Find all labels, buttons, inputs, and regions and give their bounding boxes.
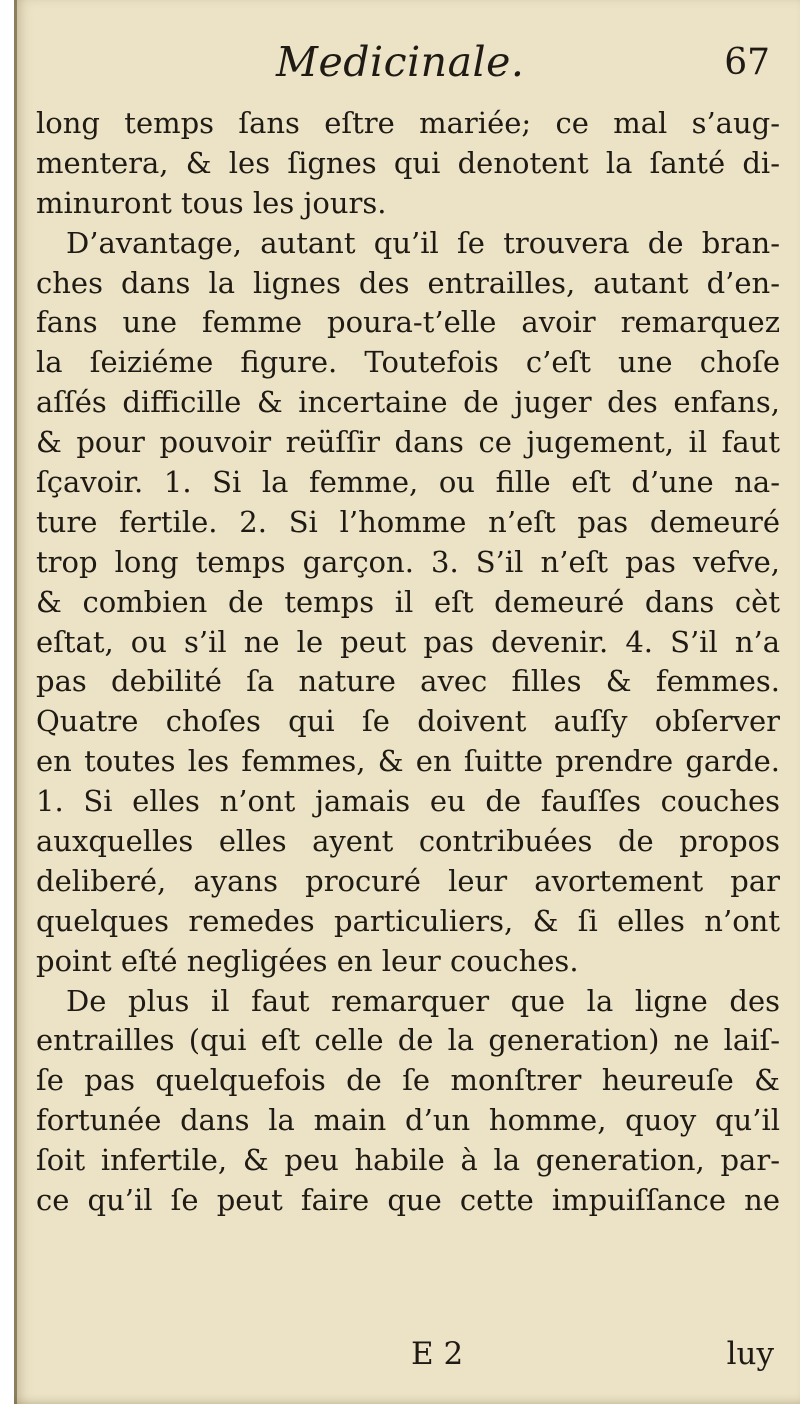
text-line: 1. Si elles n’ont jamais eu de fauſſes couches bbox=[36, 784, 780, 819]
text-line: ce qu’il ſe peut faire que cette impuiſſance ne bbox=[36, 1183, 780, 1218]
page-header bbox=[14, 38, 800, 94]
running-title: Medicinale. bbox=[276, 38, 525, 86]
text-line: & pour pouvoir reüſſir dans ce jugement, il faut bbox=[36, 425, 780, 460]
text-line: ſe pas quelquefois de ſe monſtrer heureuſe & bbox=[36, 1063, 780, 1098]
text-line: minuront tous les jours. bbox=[36, 185, 387, 220]
text-line: eſtat, ou s’il ne le peut pas devenir. 4. S’il n’a bbox=[36, 624, 780, 659]
text-line: trop long temps garçon. 3. S’il n’eſt pas vefve, bbox=[36, 544, 780, 579]
text-line: quelques remedes particuliers, & ſi elles n’ont bbox=[36, 903, 780, 938]
text-line: entrailles (qui eſt celle de la generation) ne laiſ- bbox=[36, 1023, 780, 1058]
text-line: en toutes les femmes, & en ſuitte prendre garde. bbox=[36, 744, 780, 779]
text-line: la ſeiziéme figure. Toutefois c’eſt une choſe bbox=[36, 345, 780, 380]
text-line: ſçavoir. 1. Si la femme, ou fille eſt d’une na- bbox=[36, 465, 780, 500]
page-binding-edge bbox=[14, 0, 17, 1404]
text-line: ches dans la lignes des entrailles, autant d’en- bbox=[36, 265, 780, 300]
text-line: ture fertile. 2. Si l’homme n’eſt pas demeuré bbox=[36, 504, 780, 539]
body-text bbox=[36, 104, 780, 1221]
text-line: fortunée dans la main d’un homme, quoy qu’il bbox=[36, 1103, 780, 1138]
page-footer bbox=[14, 1336, 800, 1380]
text-line: Quatre choſes qui ſe doivent auſſy obſerver bbox=[36, 704, 780, 739]
page-number: 67 bbox=[724, 42, 770, 83]
text-line: deliberé, ayans procuré leur avortement par bbox=[36, 863, 780, 898]
signature-mark: E 2 bbox=[411, 1336, 464, 1372]
text-line: pas debilité ſa nature avec filles & femmes. bbox=[36, 664, 780, 699]
text-line: & combien de temps il eſt demeuré dans cèt bbox=[36, 584, 780, 619]
book-page bbox=[14, 0, 800, 1404]
text-line: De plus il faut remarquer que la ligne des bbox=[66, 983, 780, 1018]
catchword: luy bbox=[726, 1336, 774, 1372]
text-line: fans une femme poura-t’elle avoir remarquez bbox=[36, 305, 780, 340]
text-line: ſoit infertile, & peu habile à la generation, par- bbox=[36, 1143, 780, 1178]
text-line: long temps ſans eſtre mariée; ce mal s’aug- bbox=[36, 106, 780, 140]
text-line: auxquelles elles ayent contribuées de propos bbox=[36, 824, 780, 859]
text-line: point eſté negligées en leur couches. bbox=[36, 943, 579, 978]
text-line: D’avantage, autant qu’il ſe trouvera de bran- bbox=[66, 225, 780, 260]
text-line: mentera, & les ſignes qui denotent la ſanté di- bbox=[36, 145, 780, 180]
text-line: aſſés difficille & incertaine de juger des enfans, bbox=[36, 385, 780, 420]
